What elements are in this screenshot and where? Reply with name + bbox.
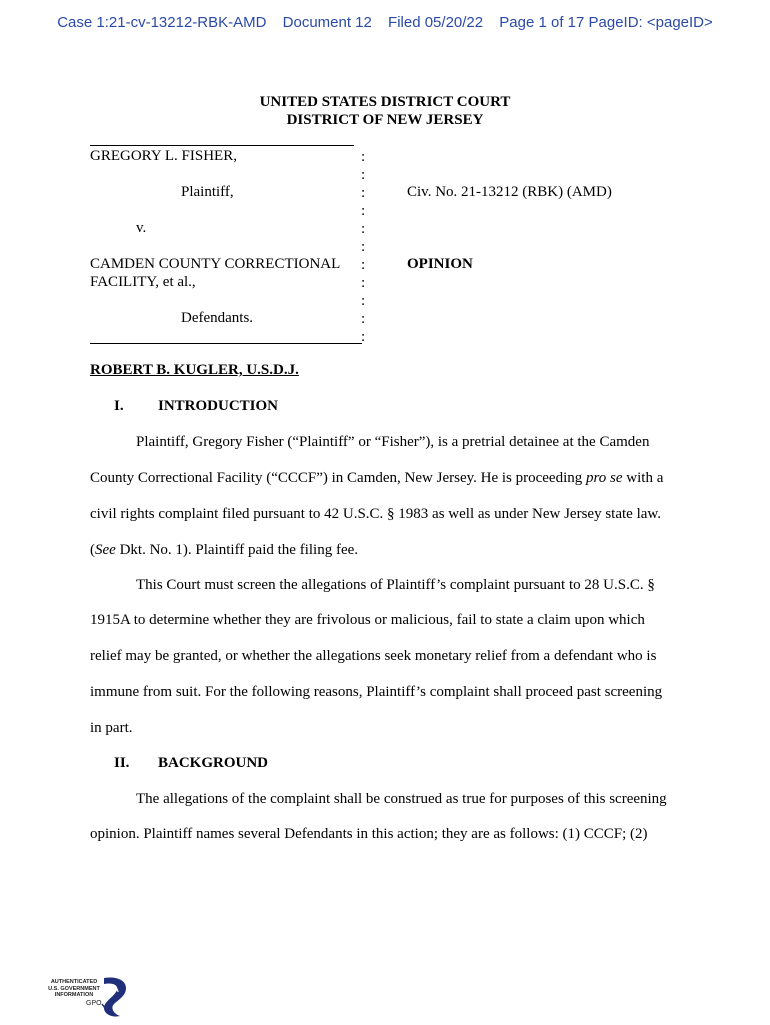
- case-number: Case 1:21-cv-13212-RBK-AMD: [57, 14, 267, 31]
- plaintiff-role: Plaintiff,: [181, 184, 234, 200]
- paragraph-line: Plaintiff, Gregory Fisher (“Plaintiff” or “Fisher”), is a pretrial detainee at the Camden: [136, 434, 650, 450]
- text-run: Dkt. No. 1). Plaintiff paid the filing fee.: [115, 542, 359, 558]
- defendant-name-line1: CAMDEN COUNTY CORRECTIONAL: [90, 256, 341, 272]
- caption-colon: :: [361, 203, 366, 219]
- paragraph-line: in part.: [90, 720, 133, 736]
- court-district: DISTRICT OF NEW JERSEY: [286, 112, 484, 128]
- text-run: County Correctional Facility (“CCCF”) in Camden, New Jersey. He is proceeding: [90, 470, 587, 486]
- document-type: OPINION: [407, 256, 473, 272]
- caption-colon: :: [361, 257, 366, 273]
- page-id: Page 1 of 17 PageID: <pageID>: [499, 14, 713, 31]
- section-heading: BACKGROUND: [158, 755, 269, 771]
- paragraph-line: opinion. Plaintiff names several Defendants in this action; they are as follows: (1) CCCF; (2): [90, 826, 648, 842]
- italic-signal: See: [95, 542, 116, 558]
- ecf-header-stamp: [0, 14, 770, 31]
- versus: v.: [136, 220, 147, 236]
- paragraph-line: immune from suit. For the following reasons, Plaintiff’s complaint shall proceed past screening: [90, 684, 663, 700]
- paragraph-line: The allegations of the complaint shall be construed as true for purposes of this screening: [136, 791, 667, 807]
- seal-text: U.S. GOVERNMENT: [48, 985, 100, 992]
- court-name: UNITED STATES DISTRICT COURT: [259, 94, 511, 110]
- paragraph-line: This Court must screen the allegations of Plaintiff’s complaint pursuant to 28 U.S.C. §: [136, 577, 655, 593]
- paragraph-line: relief may be granted, or whether the allegations seek monetary relief from a defendant who is: [90, 648, 657, 664]
- section-number: I.: [114, 398, 124, 414]
- paragraph-line: civil rights complaint filed pursuant to 42 U.S.C. § 1983 as well as under New Jersey state law.: [90, 506, 662, 522]
- caption-colon: :: [361, 311, 366, 327]
- judge-name: ROBERT B. KUGLER, U.S.D.J.: [90, 362, 299, 378]
- caption-colon: :: [361, 167, 366, 183]
- filed-date: Filed 05/20/22: [388, 14, 484, 31]
- section-number: II.: [114, 755, 130, 771]
- paragraph-line: [90, 470, 663, 487]
- text-run: (: [90, 542, 95, 558]
- caption-colon: :: [361, 329, 366, 345]
- text-run: with a: [622, 470, 664, 486]
- seal-gpo-text: GPO: [86, 1000, 102, 1007]
- document-number: Document 12: [282, 14, 372, 31]
- caption-colon: :: [361, 293, 366, 309]
- plaintiff-name: GREGORY L. FISHER,: [90, 148, 237, 164]
- seal-text: INFORMATION: [54, 992, 94, 998]
- gpo-authentication-seal: [44, 974, 134, 1020]
- paragraph-line: [90, 542, 358, 559]
- caption-bottom-rule: [90, 343, 362, 344]
- defendant-role: Defendants.: [181, 310, 254, 326]
- caption-colon: :: [361, 149, 366, 165]
- section-heading: INTRODUCTION: [158, 398, 279, 414]
- caption-colon: :: [361, 239, 366, 255]
- italic-term: pro se: [586, 470, 623, 486]
- caption-colon: :: [361, 221, 366, 237]
- caption-colon: :: [361, 185, 366, 201]
- caption-colon: :: [361, 275, 366, 291]
- seal-text: AUTHENTICATED: [50, 979, 98, 985]
- defendant-name-line2: FACILITY, et al.,: [90, 274, 196, 290]
- paragraph-line: 1915A to determine whether they are frivolous or malicious, fail to state a claim upon which: [90, 612, 645, 628]
- caption-top-rule: [90, 145, 354, 146]
- civil-action-number: Civ. No. 21-13212 (RBK) (AMD): [407, 184, 612, 200]
